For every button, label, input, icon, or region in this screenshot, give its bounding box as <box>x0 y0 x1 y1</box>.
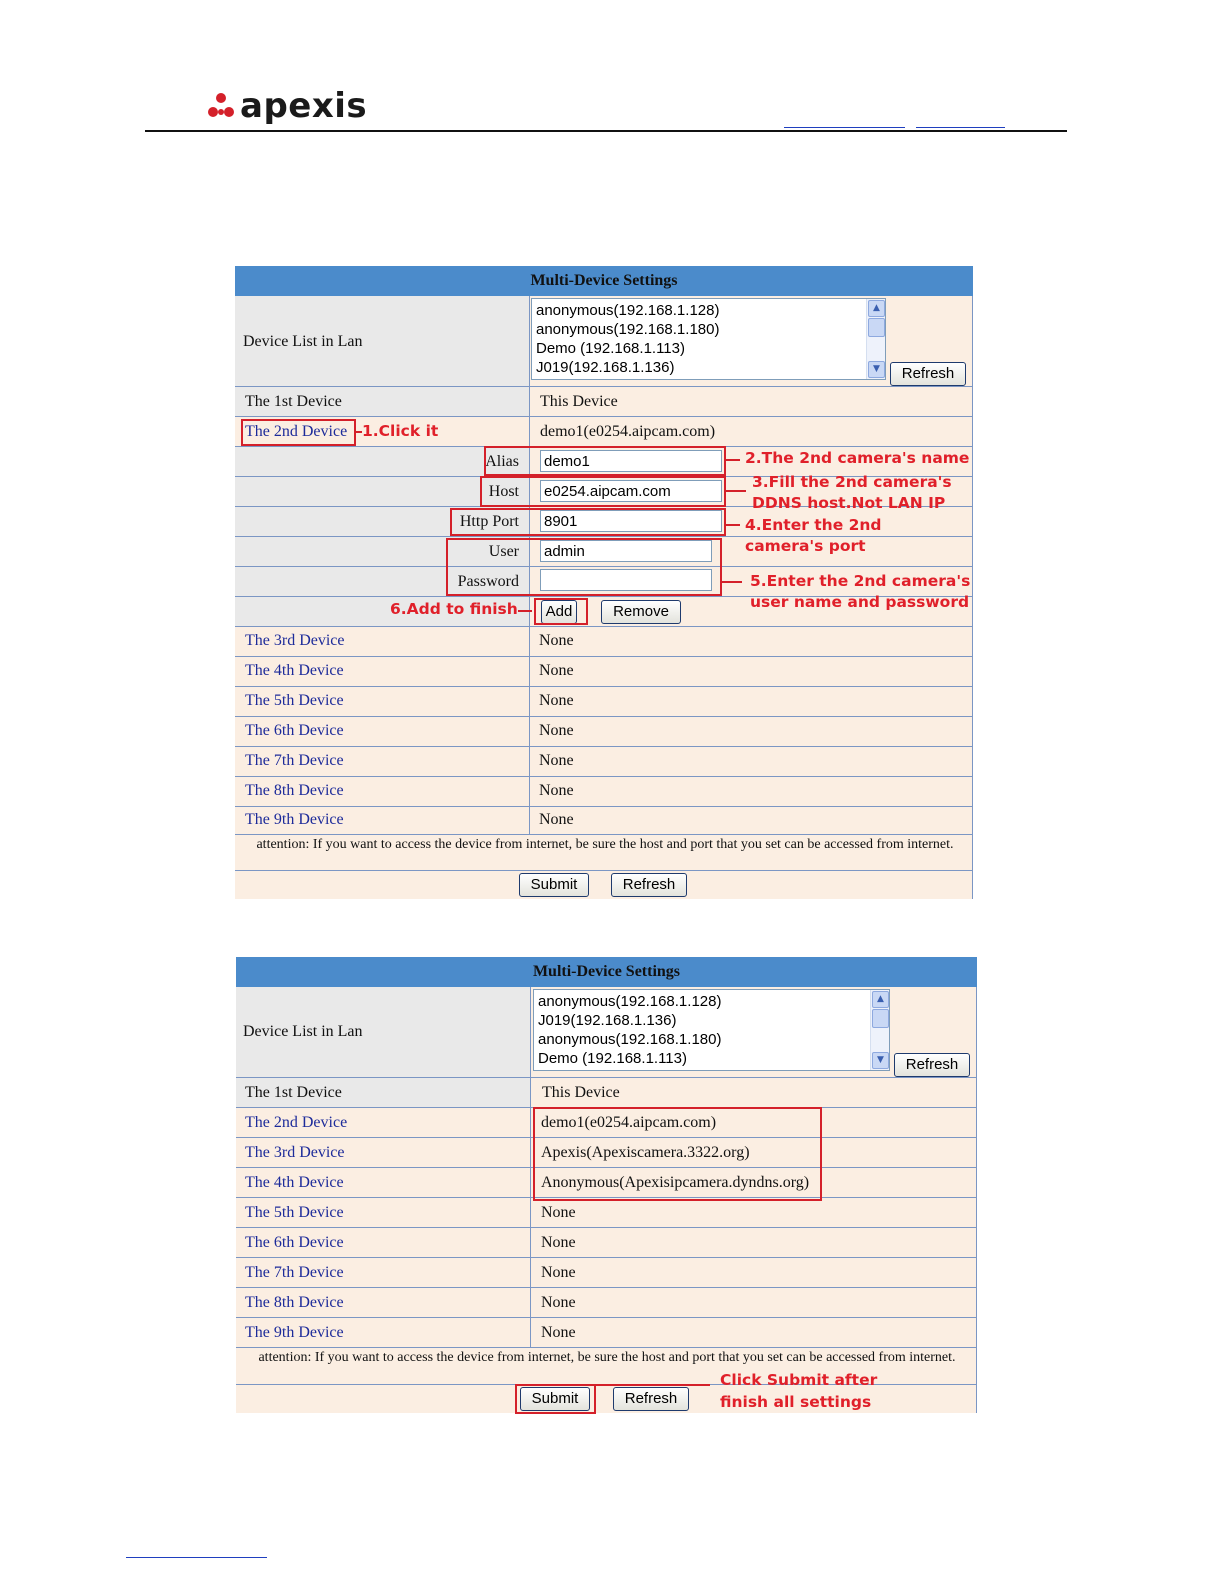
list-item[interactable]: anonymous(192.168.1.180) <box>536 321 720 338</box>
device-value: None <box>539 722 574 739</box>
device-link-4th[interactable]: The 4th Device <box>245 1174 344 1191</box>
panel-title: Multi-Device Settings <box>235 266 973 296</box>
annotation-step-5-line-1: 5.Enter the 2nd camera's <box>750 572 971 590</box>
annotation-connector <box>726 524 740 526</box>
submit-button[interactable]: Submit <box>519 873 589 897</box>
annotation-step-4-line-2: camera's port <box>745 537 866 555</box>
annotation-box-port <box>450 508 726 536</box>
attention-note: attention: If you want to access the device from internet, be sure the host and port that you set can be accessed from internet. <box>258 1350 956 1365</box>
annotation-submit-line-2: finish all settings <box>720 1393 872 1411</box>
device-value: Apexis(Apexiscamera.3322.org) <box>541 1144 750 1161</box>
scroll-thumb[interactable] <box>872 1009 889 1028</box>
list-item[interactable]: J019(192.168.1.136) <box>538 1012 677 1029</box>
device-value: None <box>539 692 574 709</box>
brand-name: apexis <box>240 86 368 126</box>
annotation-connector <box>518 610 532 612</box>
device-value: None <box>539 632 574 649</box>
device-label: The 1st Device <box>245 393 342 410</box>
alias-label: Alias <box>485 453 519 470</box>
device-value: This Device <box>542 1084 620 1101</box>
annotation-connector <box>722 581 742 583</box>
device-link-4th[interactable]: The 4th Device <box>245 662 344 679</box>
annotation-step-4-line-1: 4.Enter the 2nd <box>745 516 882 534</box>
annotation-step-3-line-1: 3.Fill the 2nd camera's <box>752 473 952 491</box>
lan-device-listbox[interactable] <box>533 989 890 1071</box>
scrollbar[interactable] <box>866 299 885 379</box>
list-item[interactable]: anonymous(192.168.1.128) <box>536 302 720 319</box>
scroll-up-icon[interactable]: ▲ <box>872 991 889 1008</box>
scrollbar[interactable] <box>870 990 889 1070</box>
device-list-label: Device List in Lan <box>243 1023 363 1040</box>
device-link-9th[interactable]: The 9th Device <box>245 1324 344 1341</box>
device-link-8th[interactable]: The 8th Device <box>245 1294 344 1311</box>
device-value: None <box>539 811 574 828</box>
device-list-label: Device List in Lan <box>243 333 363 350</box>
host-input[interactable]: e0254.aipcam.com <box>540 480 722 502</box>
device-link-2nd[interactable]: The 2nd Device <box>245 423 348 440</box>
device-link-2nd[interactable]: The 2nd Device <box>245 1114 348 1131</box>
annotation-box-host <box>480 476 726 507</box>
password-label: Password <box>457 573 519 590</box>
three-dot-cluster-icon <box>206 91 236 121</box>
annotation-connector <box>726 490 746 492</box>
attention-note: attention: If you want to access the device from internet, be sure the host and port that you set can be accessed from internet. <box>256 837 954 852</box>
device-value: None <box>541 1294 576 1311</box>
annotation-step-5-line-2: user name and password <box>750 593 970 611</box>
device-value: None <box>541 1204 576 1221</box>
annotation-connector <box>596 1384 710 1386</box>
device-link-3rd[interactable]: The 3rd Device <box>245 632 345 649</box>
device-link-5th[interactable]: The 5th Device <box>245 1204 344 1221</box>
scroll-thumb[interactable] <box>868 318 885 337</box>
device-value: None <box>541 1324 576 1341</box>
device-link-5th[interactable]: The 5th Device <box>245 692 344 709</box>
submit-button[interactable]: Submit <box>520 1387 590 1411</box>
lan-device-listbox[interactable] <box>531 298 886 380</box>
list-item[interactable]: Demo (192.168.1.113) <box>536 340 685 357</box>
device-link-7th[interactable]: The 7th Device <box>245 752 344 769</box>
scroll-down-icon[interactable]: ▼ <box>872 1052 889 1069</box>
device-value: None <box>539 752 574 769</box>
device-link-6th[interactable]: The 6th Device <box>245 722 344 739</box>
list-item[interactable]: J019(192.168.1.136) <box>536 359 675 376</box>
user-input[interactable]: admin <box>540 540 712 562</box>
device-link-8th[interactable]: The 8th Device <box>245 782 344 799</box>
header-divider <box>145 130 1067 132</box>
annotation-box-add <box>534 598 588 625</box>
refresh-list-button[interactable]: Refresh <box>894 1053 970 1077</box>
device-value: None <box>539 782 574 799</box>
refresh-button[interactable]: Refresh <box>613 1387 689 1411</box>
annotation-box-2nd-device <box>241 419 356 446</box>
device-value: demo1(e0254.aipcam.com) <box>541 1114 717 1131</box>
panel-title: Multi-Device Settings <box>236 957 977 987</box>
device-link-3rd[interactable]: The 3rd Device <box>245 1144 345 1161</box>
annotation-step-2: 2.The 2nd camera's name <box>745 449 970 467</box>
list-item[interactable]: Demo (192.168.1.113) <box>538 1050 687 1067</box>
refresh-button[interactable]: Refresh <box>611 873 687 897</box>
list-item[interactable]: anonymous(192.168.1.128) <box>538 993 722 1010</box>
device-value: None <box>539 662 574 679</box>
annotation-step-3-line-2: DDNS host.Not LAN IP <box>752 494 946 512</box>
annotation-submit-line-1: Click Submit after <box>720 1371 878 1389</box>
annotation-box-alias <box>484 446 726 476</box>
annotation-box-added-devices <box>533 1107 822 1201</box>
user-label: User <box>488 543 519 560</box>
apexis-logo <box>206 86 367 126</box>
device-link-9th[interactable]: The 9th Device <box>245 811 344 828</box>
annotation-step-1: 1.Click it <box>362 422 439 440</box>
refresh-list-button[interactable]: Refresh <box>890 362 966 386</box>
device-value: None <box>541 1234 576 1251</box>
device-value: This Device <box>540 393 618 410</box>
annotation-box-credentials <box>446 538 722 596</box>
footer-link-underline[interactable] <box>126 1557 267 1558</box>
list-item[interactable]: anonymous(192.168.1.180) <box>538 1031 722 1048</box>
remove-button[interactable]: Remove <box>601 600 681 624</box>
device-label: The 1st Device <box>245 1084 342 1101</box>
device-link-6th[interactable]: The 6th Device <box>245 1234 344 1251</box>
header-link-underline[interactable] <box>916 127 1005 128</box>
http-port-input[interactable]: 8901 <box>540 510 722 532</box>
annotation-connector <box>726 459 740 461</box>
host-label: Host <box>488 483 519 500</box>
scroll-down-icon[interactable]: ▼ <box>868 361 885 378</box>
add-button[interactable]: Add <box>541 600 577 624</box>
annotation-box-submit <box>515 1384 596 1414</box>
annotation-step-6: 6.Add to finish <box>390 600 518 618</box>
device-value: demo1(e0254.aipcam.com) <box>540 423 716 440</box>
device-value: None <box>541 1264 576 1281</box>
alias-input[interactable]: demo1 <box>540 450 722 472</box>
device-link-7th[interactable]: The 7th Device <box>245 1264 344 1281</box>
scroll-up-icon[interactable]: ▲ <box>868 300 885 317</box>
http-port-label: Http Port <box>459 513 519 530</box>
header-link-underline[interactable] <box>784 127 905 128</box>
device-value: Anonymous(Apexisipcamera.dyndns.org) <box>541 1174 810 1191</box>
